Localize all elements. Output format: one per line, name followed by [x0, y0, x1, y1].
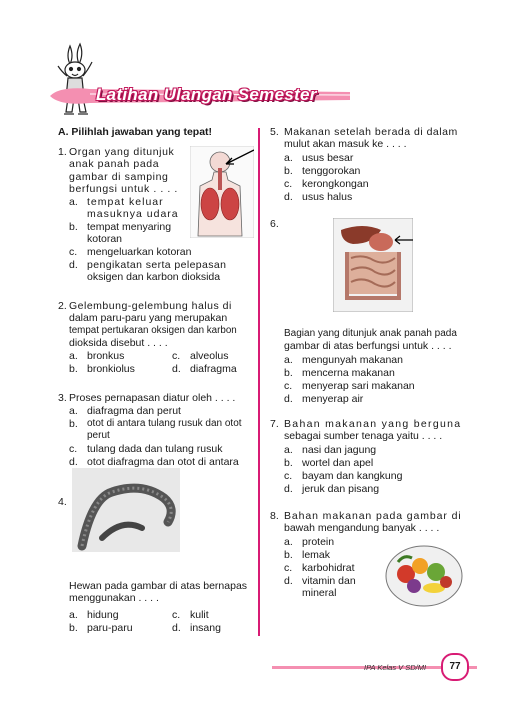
question-number: 8. [270, 510, 279, 522]
question-text-line: tempat pertukaran oksigen dan karbon [69, 324, 237, 336]
option-text: masuknya udara [87, 208, 179, 221]
option-text: kotoran [87, 233, 123, 246]
question-text-line: Bagian yang ditunjuk anak panah pada [284, 328, 457, 339]
question-text-line: dalam paru-paru yang merupakan [69, 312, 228, 325]
question-number: 3. [58, 392, 67, 404]
question-text-line: menggunakan . . . . [69, 592, 159, 605]
question-number: 2. [58, 300, 67, 312]
option-text: tempat menyaring [87, 221, 172, 233]
option-text: kulit [190, 609, 209, 621]
option-text: jeruk dan pisang [302, 483, 380, 495]
option-text: alveolus [190, 350, 229, 362]
option-letter: a. [69, 350, 78, 362]
option-letter: d. [284, 393, 293, 405]
option-letter: d. [69, 456, 78, 468]
option-letter: c. [172, 609, 181, 621]
section-heading: A. Pilihlah jawaban yang tepat! [58, 126, 213, 138]
digestive-system-figure [333, 218, 413, 312]
column-divider [258, 128, 260, 636]
option-text: bronkus [87, 350, 125, 362]
option-text: kerongkongan [302, 178, 369, 190]
option-letter: b. [69, 418, 78, 430]
fruits-vegetables-figure [384, 544, 464, 608]
option-letter: c. [69, 443, 78, 455]
option-text: diafragma dan perut [87, 405, 181, 417]
question-text-line: gambar di atas berfungsi untuk . . . . [284, 340, 452, 353]
option-text: pengikatan serta pelepasan [87, 259, 227, 271]
page-number: 77 [441, 653, 469, 681]
option-letter: a. [284, 152, 293, 164]
option-letter: d. [69, 259, 78, 271]
option-text: usus halus [302, 191, 353, 203]
option-text: vitamin dan [302, 575, 356, 587]
question-text-line: Organ yang ditunjuk [69, 146, 175, 158]
question-text-line: mulut akan masuk ke . . . . [284, 138, 407, 151]
question-text-line: Makanan setelah berada di dalam [284, 126, 458, 138]
option-letter: c. [69, 246, 78, 258]
option-letter: b. [69, 363, 78, 375]
option-text: insang [190, 622, 221, 634]
option-text: lemak [302, 549, 331, 561]
option-text: mencerna makanan [302, 367, 395, 379]
option-letter: d. [284, 575, 293, 587]
question-text-line: bawah mengandung banyak . . . . [284, 522, 440, 535]
option-text: wortel dan apel [302, 457, 374, 469]
option-letter: b. [69, 221, 78, 233]
option-letter: d. [284, 191, 293, 203]
question-number: 6. [270, 218, 279, 230]
option-letter: a. [284, 536, 293, 548]
option-text: bayam dan kangkung [302, 470, 403, 482]
question-text-line: Hewan pada gambar di atas bernapas [69, 580, 248, 592]
option-letter: b. [284, 165, 293, 177]
question-number: 4. [58, 496, 67, 508]
earthworm-figure [72, 468, 180, 552]
option-letter: b. [284, 457, 293, 469]
question-2 [58, 300, 250, 380]
option-letter: a. [69, 196, 78, 208]
option-letter: b. [284, 549, 293, 561]
question-5 [270, 126, 468, 206]
option-text: oksigen dan karbon dioksida [87, 271, 221, 284]
question-text: Proses pernapasan diatur oleh . . . . [69, 392, 236, 404]
option-text: tenggorokan [302, 165, 361, 177]
footer-book-label: IPA Kelas V SD/MI [364, 663, 427, 672]
option-letter: c. [172, 350, 181, 362]
question-text-line: Bahan makanan yang berguna [284, 418, 462, 430]
option-text: mengunyah makanan [302, 354, 403, 366]
option-text: menyerap sari makanan [302, 380, 415, 392]
option-text: bronkiolus [87, 363, 135, 375]
question-text-line: anak panah pada [69, 158, 160, 171]
respiratory-system-figure [190, 146, 254, 238]
option-text: perut [87, 430, 110, 442]
option-letter: a. [284, 354, 293, 366]
option-letter: c. [284, 178, 293, 190]
option-text: nasi dan jagung [302, 444, 377, 456]
option-text: karbohidrat [302, 562, 355, 574]
option-letter: a. [69, 609, 78, 621]
option-letter: c. [284, 562, 293, 574]
question-text-line: Bahan makanan pada gambar di [284, 510, 462, 522]
option-letter: d. [172, 622, 181, 634]
option-text: otot di antara tulang rusuk dan otot [87, 418, 242, 429]
option-text: otot diafragma dan otot di antara [87, 456, 239, 468]
option-text: mineral [302, 587, 337, 600]
option-text: usus besar [302, 152, 354, 164]
question-text-line: dioksida disebut . . . . [69, 337, 168, 350]
option-letter: b. [69, 622, 78, 634]
option-text: hidung [87, 609, 119, 621]
question-number: 7. [270, 418, 279, 430]
option-text: tempat keluar [87, 196, 164, 208]
option-letter: d. [284, 483, 293, 495]
page-title: Latihan Ulangan Semester [96, 85, 317, 104]
question-text-line: gambar di samping [69, 170, 169, 183]
question-text-line: Gelembung-gelembung halus di [69, 300, 232, 312]
question-text-line: sebagai sumber tenaga yaitu . . . . [284, 430, 443, 443]
option-letter: d. [172, 363, 181, 375]
question-number: 5. [270, 126, 279, 138]
option-letter: a. [284, 444, 293, 456]
option-text: paru-paru [87, 622, 133, 634]
option-letter: a. [69, 405, 78, 417]
option-text: tulang dada dan tulang rusuk [87, 443, 223, 455]
option-letter: b. [284, 367, 293, 379]
option-text: protein [302, 536, 335, 548]
question-7 [270, 418, 468, 498]
question-text-line: berfungsi untuk . . . . [69, 183, 178, 196]
option-text: mengeluarkan kotoran [87, 246, 192, 258]
option-text: menyerap air [302, 393, 364, 405]
option-letter: c. [284, 470, 293, 482]
rabbit-mascot-illustration [52, 42, 100, 118]
option-letter: c. [284, 380, 293, 392]
question-number: 1. [58, 146, 67, 158]
option-text: diafragma [190, 363, 237, 375]
